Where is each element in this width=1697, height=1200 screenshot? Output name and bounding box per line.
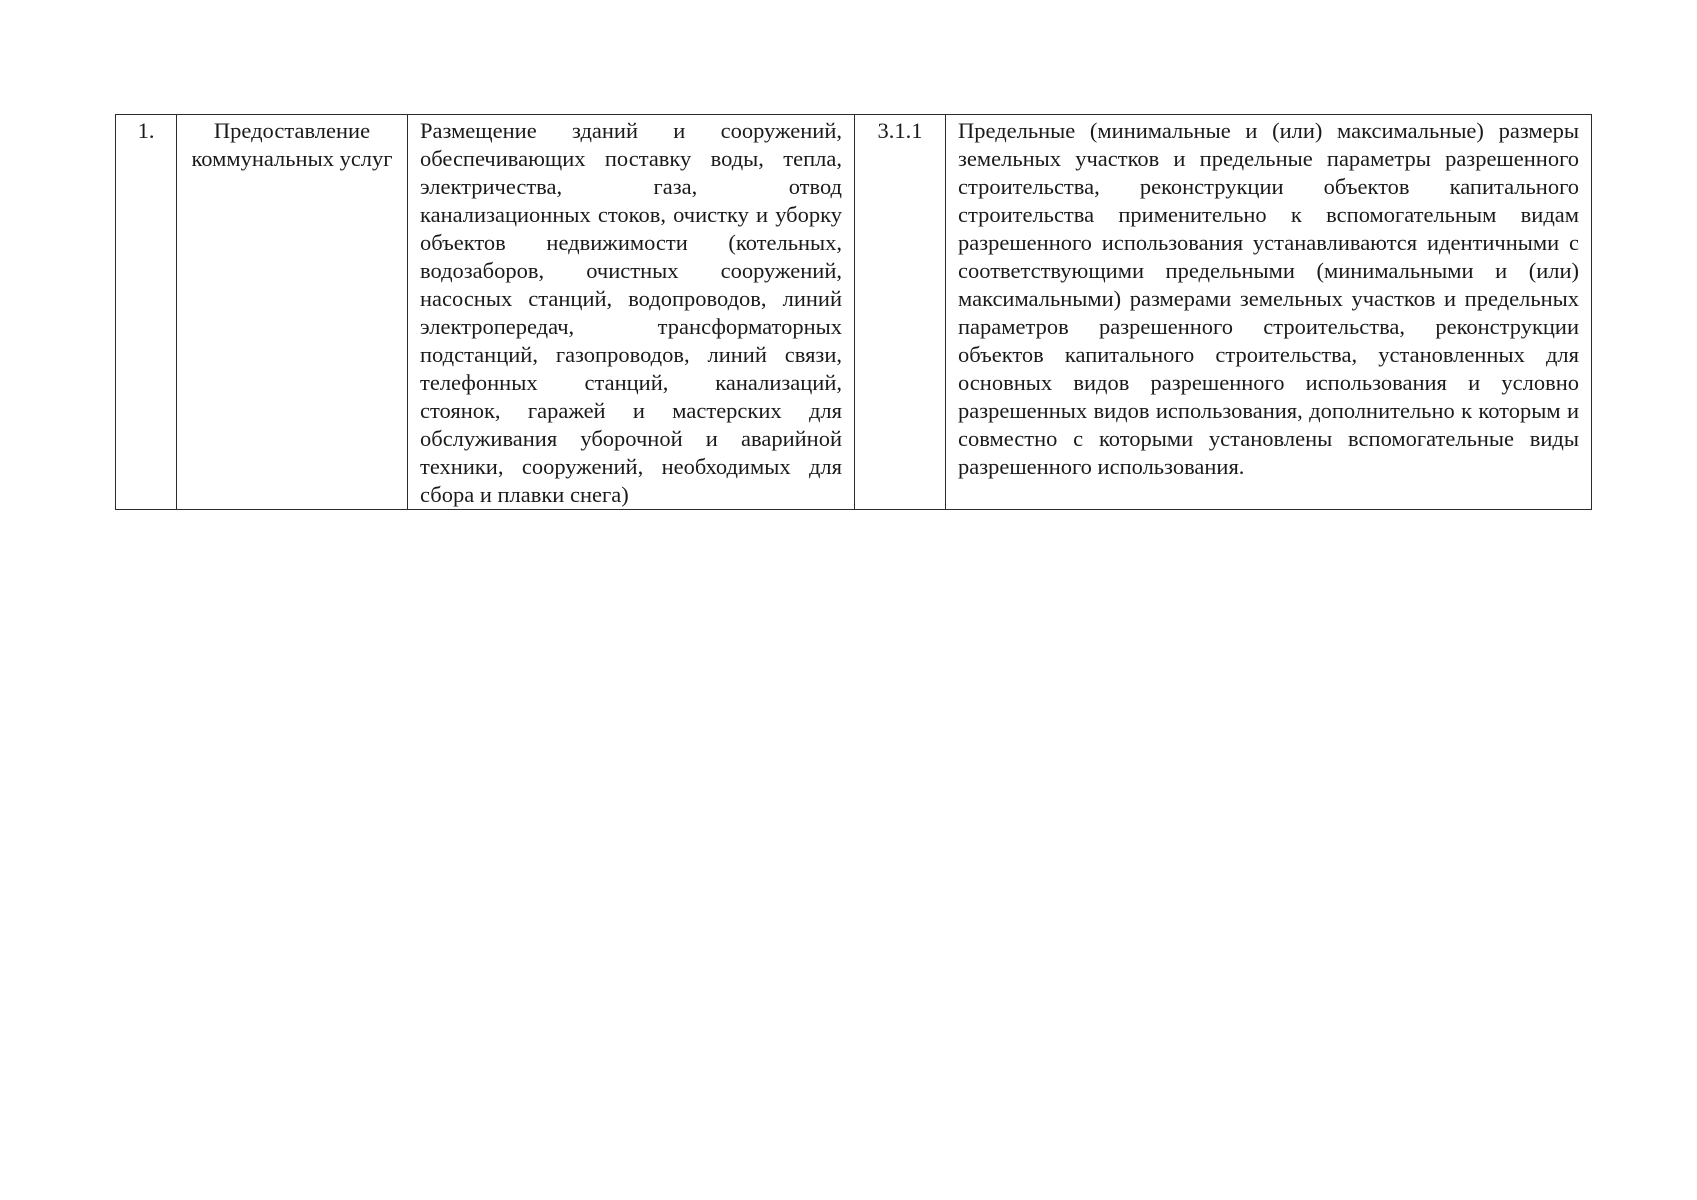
use-type-name-cell: Предоставление коммунальных услуг: [177, 115, 408, 510]
use-type-description-cell: Размещение зданий и сооружений, обеспечивающих поставку воды, тепла, электричества, газа, отвод канализационных стоков, очистку и уборку объектов недвижимости (котельных, водозаборов, очистных сооружений, насосных станций, водопроводов, линий электропередач, трансформаторных подстанций, газопроводов, линий связи, телефонных станций, канализаций, стоянок, гаражей и мастерских для обслуживания уборочной и аварийной техники, сооружений, необходимых для сбора и плавки снега): [408, 115, 855, 510]
classifier-code-cell: 3.1.1: [855, 115, 946, 510]
table-row: [116, 115, 1592, 510]
land-use-table: [115, 114, 1592, 510]
limit-parameters-cell: Предельные (минимальные и (или) максимальные) размеры земельных участков и предельные параметры разрешенного строительства, реконструкции объектов капитального строительства применительно к вспомогательным видам разрешенного использования устанавливаются идентичными с соответствующими предельными (минимальными и (или) максимальными) размерами земельных участков и предельных параметров разрешенного строительства, реконструкции объектов капитального строительства, установленных для основных видов разрешенного использования и условно разрешенных видов использования, дополнительно к которым и совместно с которыми установлены вспомогательные виды разрешенного использования.: [946, 115, 1592, 510]
row-number-cell: 1.: [116, 115, 177, 510]
